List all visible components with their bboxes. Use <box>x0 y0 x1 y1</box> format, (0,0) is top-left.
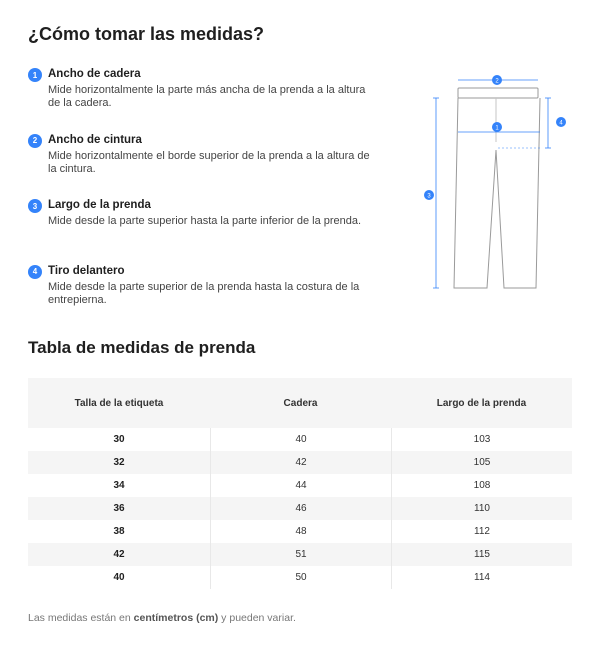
table-row <box>28 497 572 520</box>
cell-hip: 51 <box>210 543 391 566</box>
units-note: Las medidas están en centímetros (cm) y pueden variar. <box>28 612 296 624</box>
cell-size: 30 <box>113 434 125 445</box>
cell-length: 105 <box>391 451 572 474</box>
cell-size: 32 <box>113 457 125 468</box>
cell-length: 112 <box>391 520 572 543</box>
table-row <box>28 566 572 589</box>
step-number-badge: 3 <box>28 199 42 213</box>
size-table-title: Tabla de medidas de prenda <box>28 338 256 357</box>
cell-hip: 42 <box>210 451 391 474</box>
cell-hip: 46 <box>210 497 391 520</box>
step-hip-width <box>28 66 373 132</box>
table-row <box>28 428 572 451</box>
page-title: ¿Cómo tomar las medidas? <box>28 24 265 44</box>
pants-measurement-diagram <box>418 70 573 300</box>
measurement-steps-list <box>28 66 373 328</box>
table-row <box>28 543 572 566</box>
cell-size: 36 <box>113 503 125 514</box>
units-emphasis: centímetros (cm) <box>133 612 219 624</box>
marker-waist <box>492 122 502 132</box>
step-description: Mide desde la parte superior de la prenda hasta la costura de la entrepierna. <box>48 280 360 306</box>
cell-length: 115 <box>391 543 572 566</box>
marker-length <box>424 190 434 200</box>
marker-rise <box>556 117 566 127</box>
cell-hip: 48 <box>210 520 391 543</box>
step-number-badge: 2 <box>28 134 42 148</box>
svg-text:3: 3 <box>427 193 431 200</box>
header-length: Largo de la prenda <box>436 397 527 409</box>
step-name: Tiro delantero <box>48 264 125 277</box>
step-name: Largo de la prenda <box>48 199 151 211</box>
cell-length: 114 <box>391 566 572 589</box>
cell-hip: 44 <box>210 474 391 497</box>
cell-size: 38 <box>113 526 125 537</box>
cell-size: 42 <box>113 549 125 560</box>
step-number-badge: 4 <box>28 265 42 279</box>
step-name: Ancho de cadera <box>48 68 141 80</box>
svg-text:1: 1 <box>495 125 499 132</box>
step-front-rise <box>28 263 373 329</box>
svg-text:4: 4 <box>559 120 563 127</box>
header-hip: Cadera <box>283 397 318 409</box>
marker-hip <box>492 75 502 85</box>
svg-text:2: 2 <box>495 78 499 85</box>
step-description: Mide horizontalmente el borde superior de la prenda a la altura de la cintura. <box>48 149 370 175</box>
cell-length: 103 <box>391 428 572 451</box>
table-row <box>28 520 572 543</box>
cell-length: 108 <box>391 474 572 497</box>
step-name: Ancho de cintura <box>48 133 142 146</box>
step-description: Mide horizontalmente la parte más ancha de la prenda a la altura de la cadera. <box>48 84 366 109</box>
pants-outline-icon <box>418 70 573 300</box>
step-description: Mide desde la parte superior hasta la parte inferior de la prenda. <box>48 215 362 227</box>
step-number-badge: 1 <box>28 68 42 82</box>
cell-size: 40 <box>113 572 125 583</box>
table-row <box>28 451 572 474</box>
step-waist-width <box>28 132 373 198</box>
cell-length: 110 <box>391 497 572 520</box>
header-size-label: Talla de la etiqueta <box>74 397 164 409</box>
cell-hip: 40 <box>210 428 391 451</box>
cell-size: 34 <box>113 480 125 491</box>
cell-hip: 50 <box>210 566 391 589</box>
table-row <box>28 474 572 497</box>
table-header <box>28 378 572 428</box>
size-table <box>28 378 572 589</box>
step-garment-length <box>28 197 373 263</box>
